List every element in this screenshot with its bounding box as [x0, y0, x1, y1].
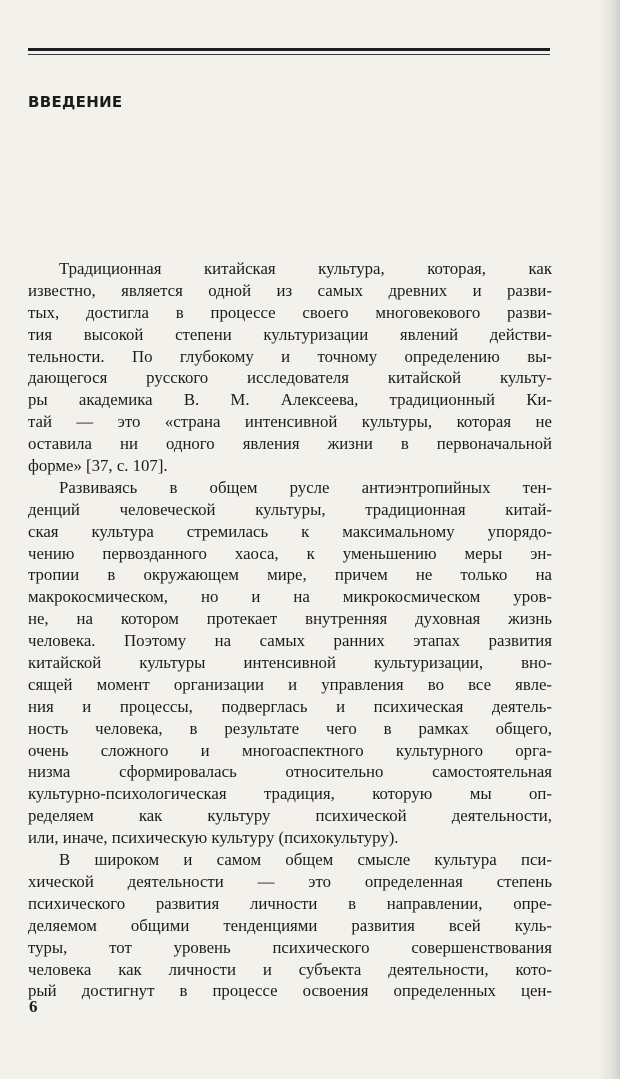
text-line: тропии в окружающем мире, причем не только на [28, 565, 552, 585]
text-line: культурно-психологическая традиция, которую мы оп- [28, 784, 552, 804]
text-line: оставила ни одного явления жизни в первоначальной [28, 434, 552, 454]
text-line: чению первозданного хаоса, к уменьшению меры эн- [28, 543, 552, 563]
text-line: не, на котором протекает внутренняя духовная жизнь [28, 609, 552, 629]
text-line: человека как личности и субъекта деятельности, кото- [28, 959, 552, 979]
body-text [28, 258, 552, 1002]
text-line: психического развития личности в направлении, опре- [28, 893, 552, 913]
text-line: сящей момент организации и управления во все явле- [28, 674, 552, 694]
text-line: макрокосмическом, но и на микрокосмическом уров- [28, 587, 552, 607]
text-line: или, иначе, психическую культуру (психокультуру). [28, 828, 399, 848]
text-line: дающегося русского исследователя китайской культу- [28, 368, 552, 388]
text-line: известно, является одной из самых древних и разви- [28, 280, 552, 300]
text-line: ределяем как культуру психической деятельности, [28, 806, 552, 826]
text-line: ния и процессы, подверглась и психическая деятель- [28, 696, 552, 716]
text-line: рый достигнут в процессе освоения определенных цен- [28, 981, 552, 1001]
text-line: Традиционная китайская культура, которая, как [59, 259, 552, 278]
text-line: тай — это «страна интенсивной культуры, которая не [28, 412, 552, 432]
header-rule-thick [28, 48, 550, 51]
text-line: тельности. По глубокому и точному определению вы- [28, 346, 552, 366]
text-line: ры академика В. М. Алексеева, традиционный Ки- [28, 390, 552, 410]
header-rule-thin [28, 54, 550, 55]
text-line: туры, тот уровень психического совершенствования [28, 937, 552, 957]
text-line: низма сформировалась относительно самостоятельная [28, 762, 552, 782]
text-line: денций человеческой культуры, традиционная китай- [28, 499, 552, 519]
text-line: очень сложного и многоаспектного культурного орга- [28, 740, 552, 760]
page-number: 6 [29, 997, 38, 1016]
text-line: Развиваясь в общем русле антиэнтропийных тен- [59, 477, 552, 497]
chapter-heading: ВВЕДЕНИЕ [28, 93, 123, 111]
text-line: форме» [37, с. 107]. [28, 456, 168, 476]
text-line: тия высокой степени культуризации явлений действи- [28, 324, 552, 344]
text-line: китайской культуры интенсивной культуризации, вно- [28, 653, 552, 673]
text-line: В широком и самом общем смысле культура пси- [59, 850, 552, 870]
binding-shadow [598, 0, 620, 1079]
text-line: ность человека, в результате чего в рамках общего, [28, 718, 552, 738]
text-line: тых, достигла в процессе своего многовекового разви- [28, 302, 552, 322]
text-line: хической деятельности — это определенная степень [28, 871, 552, 891]
text-line: человека. Поэтому на самых ранних этапах развития [28, 631, 552, 651]
text-line: деляемом общими тенденциями развития всей куль- [28, 915, 552, 935]
text-line: ская культура стремилась к максимальному упорядо- [28, 521, 552, 541]
